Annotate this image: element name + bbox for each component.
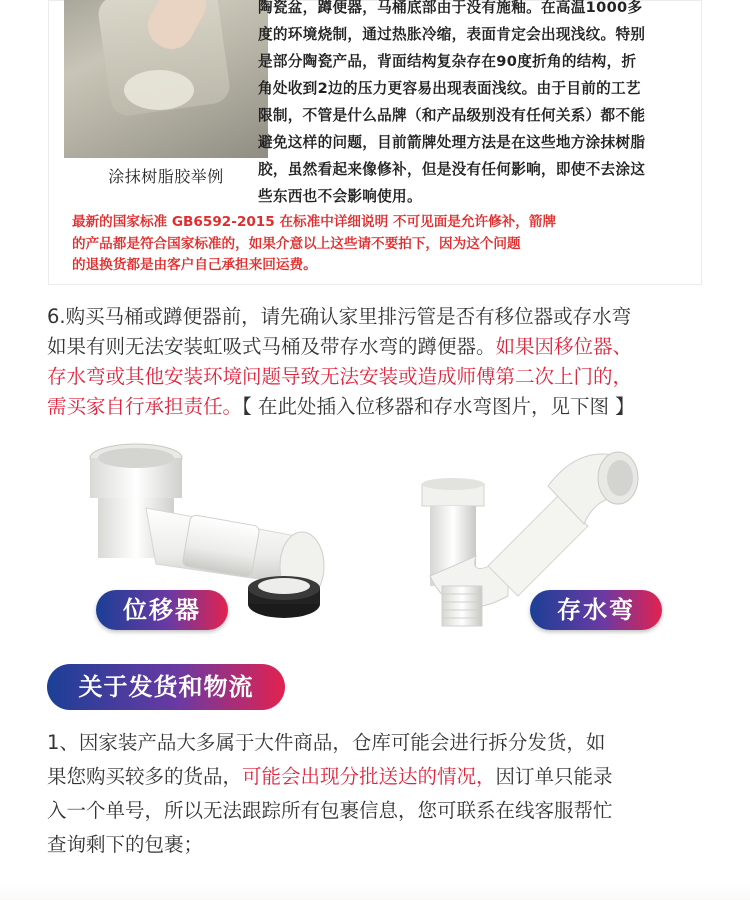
text-line: 度的环境烧制，通过热胀冷缩，表面肯定会出现浅纹。特别 <box>258 26 646 43</box>
para-line: 需买家自行承担责任。【 在此处插入位移器和存水弯图片，见下图 】 <box>47 395 635 418</box>
text-line: 角处收到2边的压力更容易出现表面浅纹。由于目前的工艺 <box>258 80 641 97</box>
shipping-paragraph <box>47 726 717 862</box>
drain-check-paragraph <box>47 302 717 422</box>
text-line: 些东西也不会影响使用。 <box>258 188 422 205</box>
para-line: 1、因家装产品大多属于大件商品，仓库可能会进行拆分发货，如 <box>47 731 606 754</box>
text-line: 避免这样的问题，目前箭牌处理方法是在这些地方涂抹树脂 <box>258 134 646 151</box>
text-line: 胶，虽然看起来像修补，但是没有任何影响，即使不去涂这 <box>258 161 646 178</box>
note-line: 的退换货都是由客户自己承担来回运费。 <box>72 257 317 273</box>
para-line: 6.购买马桶或蹲便器前，请先确认家里排污管是否有移位器或存水弯 <box>47 305 632 328</box>
resin-info-card <box>48 0 702 285</box>
page-bottom-edge <box>0 884 750 900</box>
photo-caption: 涂抹树脂胶举例 <box>108 167 224 186</box>
text-line: 是部分陶瓷产品，背面结构复杂存在90度折角的结构，折 <box>258 53 637 70</box>
text-line: 限制，不管是什么品牌（和产品级别没有任何关系）都不能 <box>258 107 646 124</box>
para-line: 入一个单号，所以无法跟踪所有包裹信息，您可联系在线客服帮忙 <box>47 799 613 822</box>
offset-adapter-label: 位移器 <box>96 590 228 630</box>
para-line: 如果有则无法安装虹吸式马桶及带存水弯的蹲便器。如果因移位器、 <box>47 335 633 358</box>
resin-explanation-text <box>258 0 686 210</box>
note-line: 最新的国家标准 GB6592-2015 在标准中详细说明 不可见面是允许修补，箭牌 <box>72 214 557 230</box>
p-trap-label: 存水弯 <box>530 590 662 630</box>
para-line: 查询剩下的包裹； <box>47 833 204 856</box>
para-line: 果您购买较多的货品，可能会出现分批送达的情况，因订单只能录 <box>47 765 613 788</box>
national-standard-note <box>72 212 692 277</box>
note-line: 的产品都是符合国家标准的，如果介意以上这些请不要拍下，因为这个问题 <box>72 235 521 252</box>
shipping-section-header: 关于发货和物流 <box>47 664 285 710</box>
text-line: 陶瓷盆，蹲便器，马桶底部由于没有施釉。在高温1000多 <box>258 0 643 16</box>
resin-example-photo <box>64 0 268 158</box>
para-line: 存水弯或其他安装环境问题导致无法安装或造成师傅第二次上门的， <box>47 365 633 388</box>
